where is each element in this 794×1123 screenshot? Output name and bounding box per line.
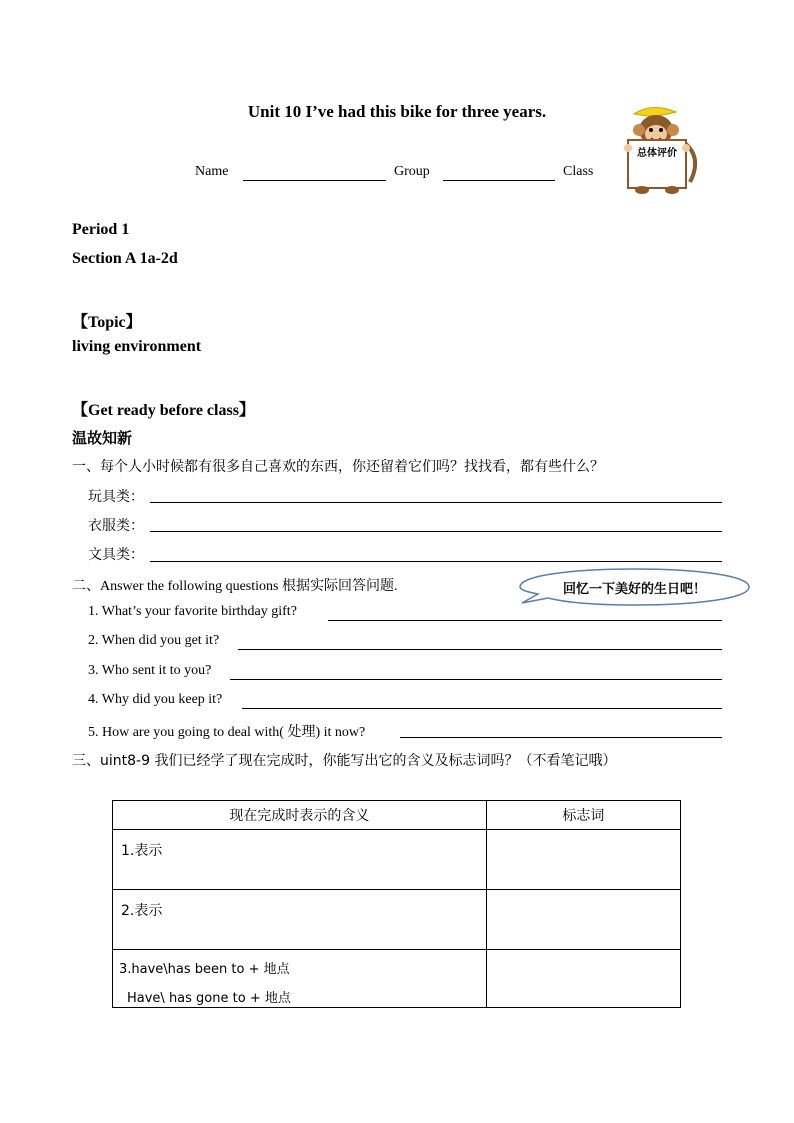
toys-answer-line[interactable] xyxy=(150,502,722,503)
review-heading: 温故知新 xyxy=(72,429,133,447)
class-label: Class xyxy=(563,164,594,179)
part1-question: 一、每个人小时候都有很多自己喜欢的东西，你还留着它们吗？找找看，都有些什么？ xyxy=(72,459,604,475)
ready-heading: 【Get ready before class】 xyxy=(72,402,255,419)
table-row[interactable] xyxy=(113,890,487,950)
answer-line-2[interactable] xyxy=(238,649,722,650)
section-heading: Section A 1a-2d xyxy=(72,250,178,267)
monkey-mascot-icon xyxy=(612,104,704,196)
answer-line-1[interactable] xyxy=(328,620,722,621)
answer-line-3[interactable] xyxy=(230,679,722,680)
group-field[interactable] xyxy=(443,180,555,181)
stationery-answer-line[interactable] xyxy=(150,561,722,562)
worksheet-title: Unit 10 I’ve had this bike for three years. xyxy=(247,102,547,121)
row3-signal-cell[interactable] xyxy=(486,950,680,1008)
topic-heading: 【Topic】 xyxy=(72,314,142,331)
period-heading: Period 1 xyxy=(72,221,130,238)
name-field[interactable] xyxy=(243,180,386,181)
bubble-text: 回忆一下美好的生日吧！ xyxy=(562,582,706,597)
table-row[interactable] xyxy=(113,830,487,890)
group-label: Group xyxy=(394,164,430,179)
question-1: 1. What’s your favorite birthday gift? xyxy=(88,604,297,619)
answer-line-5[interactable] xyxy=(400,737,722,738)
row3-line1: 3.have\has been to + 地点 xyxy=(119,962,290,977)
part2-heading: 二、Answer the following questions 根据实际回答问题. xyxy=(72,579,398,594)
question-5: 5. How are you going to deal with( 处理) it now? xyxy=(88,725,366,740)
toys-label: 玩具类： xyxy=(88,489,144,505)
answer-line-4[interactable] xyxy=(242,708,722,709)
question-2: 2. When did you get it? xyxy=(88,633,220,648)
question-4: 4. Why did you keep it? xyxy=(88,692,223,707)
clothes-answer-line[interactable] xyxy=(150,531,722,532)
name-label: Name xyxy=(195,164,229,179)
row2-meaning: 2.表示 xyxy=(121,903,163,919)
table-row xyxy=(113,950,487,1008)
question-3: 3. Who sent it to you? xyxy=(88,663,212,678)
stationery-label: 文具类： xyxy=(88,547,144,563)
table-header-meaning: 现在完成时表示的含义 xyxy=(113,801,487,830)
clothes-label: 衣服类： xyxy=(88,518,144,534)
table-header-signal-words: 标志词 xyxy=(486,801,680,830)
present-perfect-table xyxy=(112,800,681,1008)
row2-signal-cell[interactable] xyxy=(486,890,680,950)
row3-line2: Have\ has gone to + 地点 xyxy=(127,991,291,1006)
part3-heading: 三、uint8-9 我们已经学了现在完成时，你能写出它的含义及标志词吗？（不看笔记哦） xyxy=(72,753,617,769)
row1-signal-cell[interactable] xyxy=(486,830,680,890)
topic-text: living environment xyxy=(72,338,202,355)
row1-meaning: 1.表示 xyxy=(121,843,163,859)
mascot-sign-text: 总体评价 xyxy=(637,148,677,159)
